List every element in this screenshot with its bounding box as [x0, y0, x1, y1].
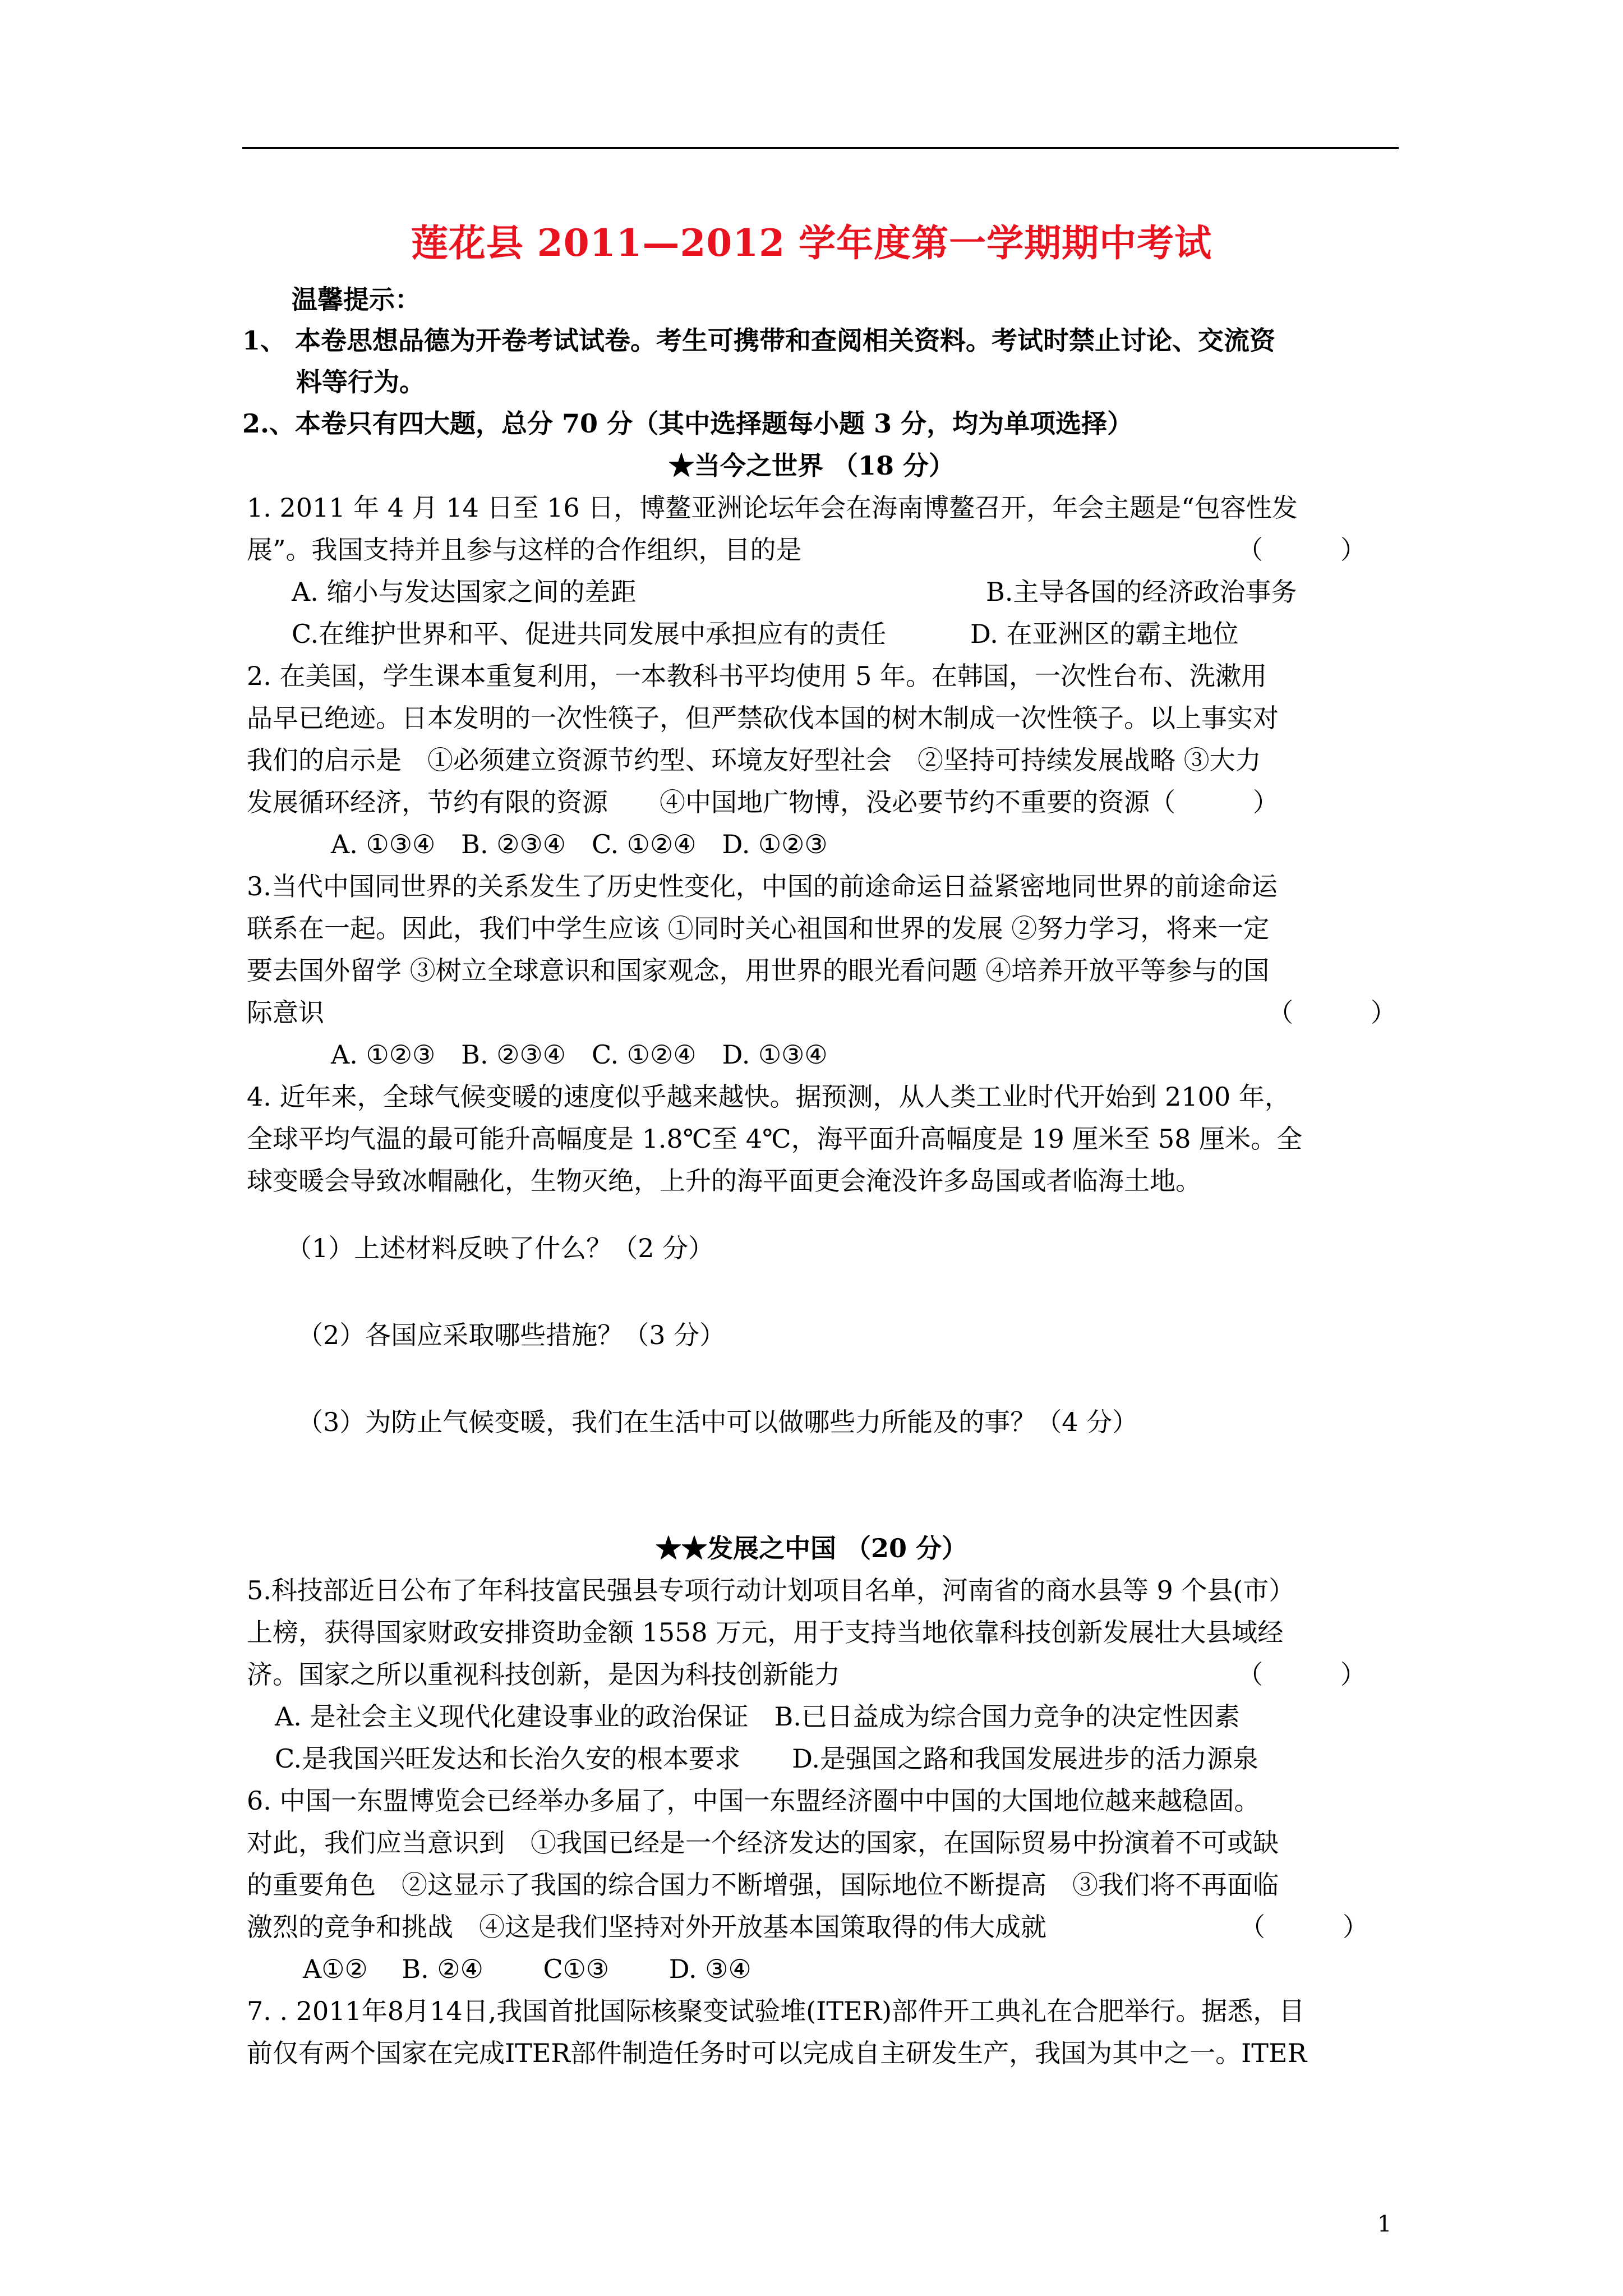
q3-line-4: 际意识 [247, 997, 324, 1028]
q7-line-1: 7. . 2011年8月14日,我国首批国际核聚变试验堆(ITER)部件开工典礼在合肥举行。据悉，目 [247, 1996, 1305, 2026]
q6-line-3: 的重要角色 ②这显示了我国的综合国力不断增强，国际地位不断提高 ③我们将不再面临 [247, 1870, 1279, 1900]
q1-option-c: C.在维护世界和平、促进共同发展中承担应有的责任 [292, 619, 887, 649]
q6-line-4: 激烈的竞争和挑战 ④这是我们坚持对外开放基本国策取得的伟大成就 [247, 1912, 1046, 1942]
q4-subquestion-1: （1）上述材料反映了什么？（2 分） [286, 1233, 714, 1263]
q3-options: A. ①②③ B. ②③④ C. ①②④ D. ①③④ [331, 1039, 828, 1070]
q1-option-b: B.主导各国的经济政治事务 [986, 577, 1297, 607]
q6-line-1: 6. 中国一东盟博览会已经举办多届了，中国一东盟经济圈中中国的大国地位越来越稳固。 [247, 1786, 1260, 1816]
section-heading-world: ★当今之世界 （18 分） [668, 450, 955, 481]
q6-options: A①② B. ②④ C①③ D. ③④ [303, 1954, 751, 1984]
q1-option-a: A. 缩小与发达国家之间的差距 [292, 577, 637, 607]
q1-answer-paren: （ ） [1237, 535, 1366, 565]
q1-line-2: 展”。我国支持并且参与这样的合作组织，目的是 [247, 535, 802, 565]
q4-subquestion-2: （2）各国应采取哪些措施？（3 分） [297, 1320, 726, 1350]
q2-line-2: 品早已绝迹。日本发明的一次性筷子，但严禁砍伐本国的树木制成一次性筷子。以上事实对 [247, 703, 1279, 733]
page-number: 1 [1377, 2211, 1392, 2237]
q5-options-ab: A. 是社会主义现代化建设事业的政治保证 B.已日益成为综合国力竞争的决定性因素 [275, 1701, 1240, 1732]
q3-line-2: 联系在一起。因此，我们中学生应该 ①同时关心祖国和世界的发展 ②努力学习，将来一定 [247, 913, 1270, 944]
q2-options: A. ①③④ B. ②③④ C. ①②④ D. ①②③ [331, 829, 828, 859]
q5-options-cd: C.是我国兴旺发达和长治久安的根本要求 D.是强国之路和我国发展进步的活力源泉 [275, 1743, 1259, 1774]
section-heading-china: ★★发展之中国 （20 分） [655, 1533, 968, 1563]
header-rule [242, 147, 1399, 149]
q4-line-2: 全球平均气温的最可能升高幅度是 1.8℃至 4℃，海平面升高幅度是 19 厘米至 58 厘米。全 [247, 1124, 1303, 1154]
q3-line-1: 3.当代中国同世界的关系发生了历史性变化，中国的前途命运日益紧密地同世界的前途命运 [247, 871, 1278, 901]
q2-line-3: 我们的启示是 ①必须建立资源节约型、环境友好型社会 ②坚持可持续发展战略 ③大力 [247, 745, 1261, 775]
q4-subquestion-3: （3）为防止气候变暖，我们在生活中可以做哪些力所能及的事？（4 分） [297, 1407, 1138, 1437]
page-title: 莲花县 2011—2012 学年度第一学期期中考试 [411, 221, 1212, 265]
q1-line-1: 1. 2011 年 4 月 14 日至 16 日，博鳌亚洲论坛年会在海南博鳌召开，年会主题是“包容性发 [247, 493, 1298, 523]
tip-line-1-cont: 料等行为。 [296, 367, 425, 397]
tip-line-2: 2.、本卷只有四大题，总分 70 分（其中选择题每小题 3 分，均为单项选择） [242, 408, 1133, 439]
q4-line-1: 4. 近年来，全球气候变暖的速度似乎越来越快。据预测，从人类工业时代开始到 2100 年， [247, 1082, 1290, 1112]
q5-line-1: 5.科技部近日公布了年科技富民强县专项行动计划项目名单，河南省的商水县等 9 个县(市） [247, 1575, 1295, 1605]
q2-line-1: 2. 在美国，学生课本重复利用，一本教科书平均使用 5 年。在韩国，一次性台布、洗漱用 [247, 661, 1267, 691]
q4-line-3: 球变暖会导致冰帽融化，生物灭绝，上升的海平面更会淹没许多岛国或者临海土地。 [247, 1166, 1201, 1196]
q2-line-4: 发展循环经济，节约有限的资源 ④中国地广物博，没必要节约不重要的资源（ ） [247, 787, 1279, 817]
tip-heading: 温馨提示： [292, 284, 421, 315]
q1-option-d: D. 在亚洲区的霸主地位 [970, 619, 1239, 649]
q7-line-2: 前仅有两个国家在完成ITER部件制造任务时可以完成自主研发生产，我国为其中之一。ITER [247, 2038, 1307, 2068]
q6-answer-paren: （ ） [1239, 1912, 1368, 1942]
q5-line-2: 上榜，获得国家财政安排资助金额 1558 万元，用于支持当地依靠科技创新发展壮大县域经 [247, 1617, 1284, 1648]
q5-line-3: 济。国家之所以重视科技创新，是因为科技创新能力 [247, 1659, 840, 1690]
q3-answer-paren: （ ） [1267, 997, 1396, 1028]
tip-line-1: 1、 本卷思想品德为开卷考试试卷。考生可携带和查阅相关资料。考试时禁止讨论、交流资 [242, 325, 1276, 356]
q5-answer-paren: （ ） [1237, 1659, 1366, 1690]
q6-line-2: 对此，我们应当意识到 ①我国已经是一个经济发达的国家，在国际贸易中扮演着不可或缺 [247, 1828, 1279, 1858]
q3-line-3: 要去国外留学 ③树立全球意识和国家观念，用世界的眼光看问题 ④培养开放平等参与的国 [247, 955, 1270, 986]
